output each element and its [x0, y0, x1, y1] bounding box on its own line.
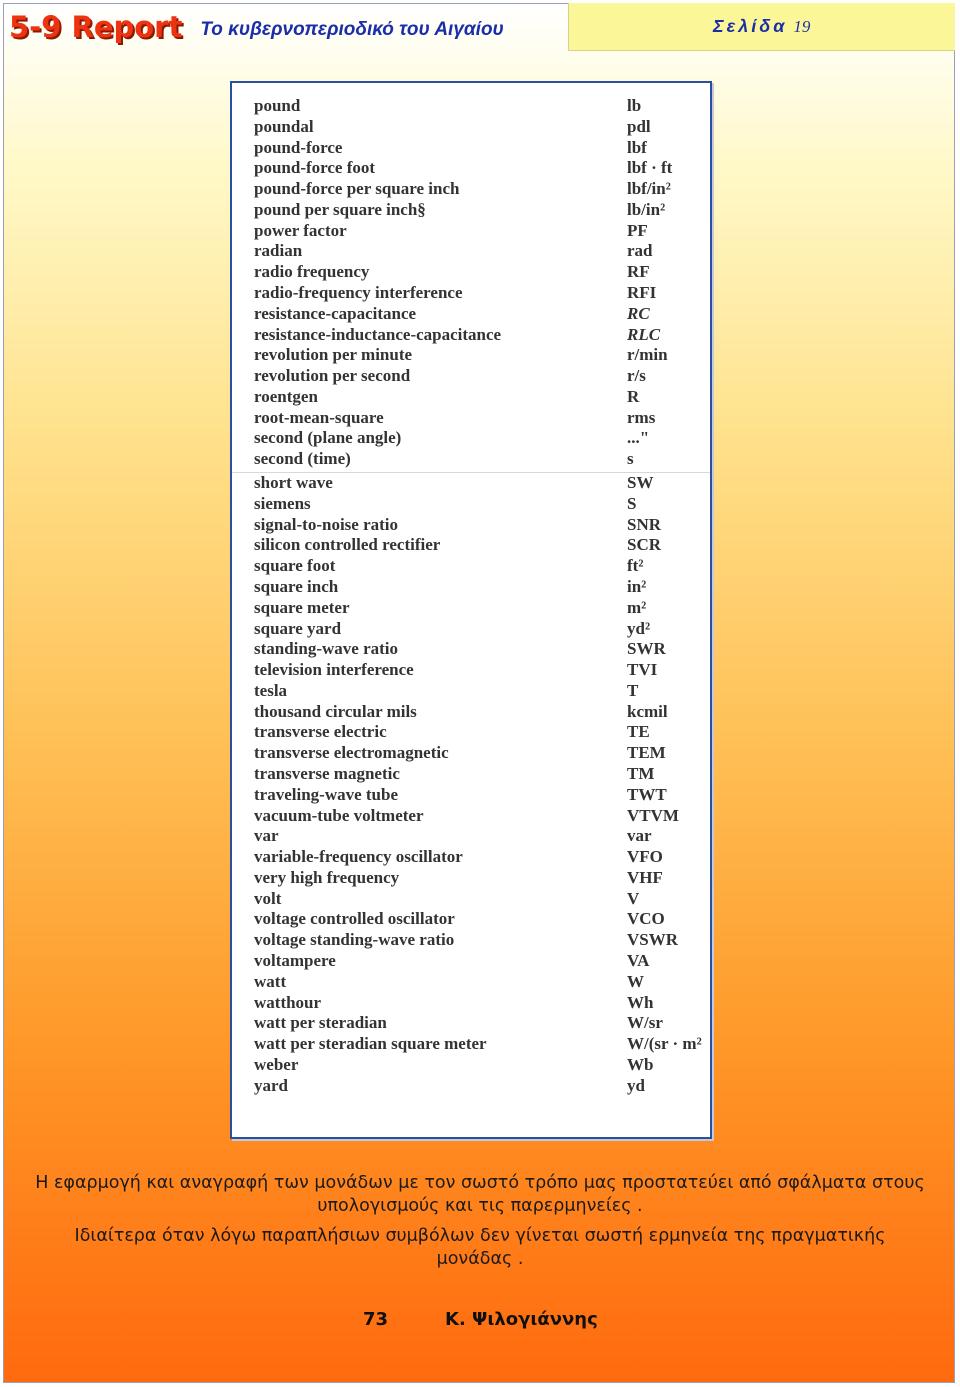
unit-symbol: R — [627, 386, 640, 406]
unit-symbol: V — [627, 888, 640, 908]
unit-row — [232, 137, 710, 158]
unit-term: siemens — [254, 493, 311, 513]
unit-row — [232, 514, 710, 535]
unit-symbol: W/sr — [627, 1013, 663, 1033]
unit-term: voltage standing-wave ratio — [254, 930, 455, 950]
unit-term: resistance-capacitance — [254, 303, 417, 323]
unit-symbol: VTVM — [627, 805, 679, 825]
unit-symbol: PF — [627, 220, 648, 240]
unit-term: signal-to-noise ratio — [254, 514, 399, 534]
unit-row — [232, 427, 710, 448]
unit-symbol: rad — [627, 241, 653, 261]
unit-symbol: ft² — [627, 556, 644, 576]
unit-term: very high frequency — [254, 867, 400, 887]
unit-term: weber — [254, 1054, 299, 1074]
unit-term: pound-force per square inch — [254, 179, 460, 199]
unit-row — [232, 618, 710, 639]
unit-symbol: var — [627, 826, 652, 846]
unit-row — [232, 282, 710, 303]
unit-term: square yard — [254, 618, 342, 638]
unit-row — [232, 992, 710, 1013]
unit-term: transverse magnetic — [254, 763, 400, 783]
unit-row — [232, 407, 710, 428]
unit-symbol: VCO — [627, 909, 665, 929]
unit-row — [232, 365, 710, 386]
unit-term: power factor — [254, 220, 347, 240]
unit-term: radio frequency — [254, 262, 370, 282]
unit-row — [232, 240, 710, 261]
unit-symbol: lbf — [627, 137, 647, 157]
unit-term: square inch — [254, 576, 339, 596]
unit-term: resistance-inductance-capacitance — [254, 324, 502, 344]
unit-row — [232, 825, 710, 846]
unit-symbol: yd — [627, 1075, 645, 1095]
unit-term: transverse electric — [254, 722, 387, 742]
unit-row — [232, 1075, 710, 1096]
unit-row — [232, 534, 710, 555]
unit-term: variable-frequency oscillator — [254, 847, 463, 867]
unit-symbol: lbf · ft — [627, 158, 673, 178]
unit-row — [232, 908, 710, 929]
caption-line-4: μονάδας . — [436, 1249, 524, 1269]
unit-term: voltage controlled oscillator — [254, 909, 455, 929]
unit-row — [232, 303, 710, 324]
unit-symbol: TVI — [627, 660, 658, 680]
unit-symbol: W/(sr · m² — [627, 1034, 702, 1054]
unit-term: watt — [254, 971, 287, 991]
units-table-scan — [230, 81, 712, 1139]
unit-row — [232, 157, 710, 178]
unit-term: pound per square inch§ — [254, 199, 426, 219]
page-label: Σελίδα — [713, 16, 788, 36]
unit-term: pound-force foot — [254, 158, 376, 178]
unit-row — [232, 950, 710, 971]
unit-symbol: SNR — [627, 514, 662, 534]
unit-row — [232, 493, 710, 514]
unit-term: square meter — [254, 597, 350, 617]
unit-term: roentgen — [254, 386, 318, 406]
unit-term: watthour — [254, 992, 322, 1012]
unit-row — [232, 742, 710, 763]
unit-symbol: TE — [627, 722, 650, 742]
page-number: 19 — [793, 16, 811, 36]
unit-symbol: TM — [627, 763, 655, 783]
caption-line-1: Η εφαρμογή και αναγραφή των μονάδων με τον σωστό τρόπο μας προστατεύει από σφάλματα στους — [35, 1173, 925, 1193]
page-indicator — [568, 3, 955, 51]
unit-row — [232, 448, 710, 469]
unit-symbol: SWR — [627, 639, 666, 659]
unit-row — [232, 324, 710, 345]
unit-term: yard — [254, 1075, 288, 1095]
unit-term: transverse electromagnetic — [254, 743, 449, 763]
unit-term: voltampere — [254, 950, 336, 970]
unit-term: pound — [254, 96, 301, 115]
unit-symbol: lbf/in² — [627, 179, 671, 199]
unit-term: tesla — [254, 680, 288, 700]
unit-symbol: TWT — [627, 784, 667, 804]
unit-symbol: RFI — [627, 283, 657, 303]
unit-row — [232, 659, 710, 680]
unit-symbol: ..." — [627, 428, 650, 448]
magazine-subtitle: Το κυβερνοπεριοδικό του Αιγαίου — [200, 19, 504, 40]
unit-row — [232, 846, 710, 867]
unit-row — [232, 199, 710, 220]
unit-row — [232, 929, 710, 950]
footer-author: Κ. Ψιλογιάννης — [445, 1309, 598, 1330]
unit-row — [232, 261, 710, 282]
unit-row — [232, 721, 710, 742]
unit-row — [232, 116, 710, 137]
unit-term: revolution per minute — [254, 345, 413, 365]
unit-row — [232, 701, 710, 722]
unit-term: short wave — [254, 473, 333, 493]
unit-term: radio-frequency interference — [254, 283, 463, 303]
unit-row — [232, 1033, 710, 1054]
unit-symbol: Wh — [627, 992, 654, 1012]
unit-row — [232, 95, 710, 116]
unit-symbol: rms — [627, 407, 656, 427]
unit-row — [232, 178, 710, 199]
unit-term: silicon controlled rectifier — [254, 535, 441, 555]
unit-row — [232, 472, 710, 493]
unit-row — [232, 867, 710, 888]
unit-symbol: kcmil — [627, 701, 668, 721]
unit-symbol: r/min — [627, 345, 668, 365]
unit-symbol: s — [627, 449, 634, 469]
unit-term: volt — [254, 888, 282, 908]
unit-row — [232, 555, 710, 576]
unit-row — [232, 386, 710, 407]
unit-symbol: S — [627, 493, 637, 513]
unit-term: standing-wave ratio — [254, 639, 399, 659]
unit-term: watt per steradian square meter — [254, 1034, 487, 1054]
unit-symbol: pdl — [627, 116, 651, 136]
unit-term: square foot — [254, 556, 336, 576]
unit-symbol: Wb — [627, 1054, 654, 1074]
unit-symbol: lb/in² — [627, 199, 666, 219]
unit-row — [232, 344, 710, 365]
unit-symbol: TEM — [627, 743, 666, 763]
unit-term: revolution per second — [254, 366, 411, 386]
unit-row — [232, 763, 710, 784]
unit-row — [232, 805, 710, 826]
unit-symbol: SCR — [627, 535, 662, 555]
unit-row — [232, 1054, 710, 1075]
unit-symbol: RF — [627, 262, 650, 282]
caption-line-3: Ιδιαίτερα όταν λόγω παραπλήσιων συμβόλων δεν γίνεται σωστή ερμηνεία της πραγματικής — [74, 1226, 886, 1246]
unit-term: poundal — [254, 116, 314, 136]
unit-row — [232, 638, 710, 659]
unit-row — [232, 971, 710, 992]
unit-symbol: T — [627, 680, 639, 700]
unit-row — [232, 784, 710, 805]
unit-term: television interference — [254, 660, 414, 680]
unit-row — [232, 1012, 710, 1033]
unit-symbol: yd² — [627, 618, 651, 638]
unit-symbol: m² — [627, 597, 647, 617]
report-title: 5-9 Report — [9, 10, 183, 44]
unit-term: watt per steradian — [254, 1013, 387, 1033]
unit-term: second (plane angle) — [254, 428, 402, 448]
unit-term: root-mean-square — [254, 407, 384, 427]
caption-line-2: υπολογισμούς και τις παρερμηνείες . — [317, 1196, 643, 1216]
unit-symbol: lb — [627, 96, 642, 115]
unit-symbol: RLC — [627, 324, 661, 344]
unit-symbol: r/s — [627, 366, 646, 386]
unit-symbol: VA — [627, 950, 650, 970]
unit-symbol: RC — [627, 303, 650, 323]
unit-term: traveling-wave tube — [254, 784, 399, 804]
unit-row — [232, 220, 710, 241]
unit-row — [232, 680, 710, 701]
unit-term: var — [254, 826, 279, 846]
unit-symbol: in² — [627, 576, 647, 596]
footer-page-number: 73 — [363, 1309, 389, 1330]
unit-term: thousand circular mils — [254, 701, 417, 721]
unit-symbol: VHF — [627, 867, 663, 887]
unit-row — [232, 597, 710, 618]
unit-term: vacuum-tube voltmeter — [254, 805, 424, 825]
unit-symbol: W — [627, 971, 644, 991]
unit-symbol: VFO — [627, 847, 663, 867]
unit-symbol: VSWR — [627, 930, 679, 950]
unit-row — [232, 576, 710, 597]
unit-symbol: SW — [627, 473, 654, 493]
unit-row — [232, 888, 710, 909]
unit-term: pound-force — [254, 137, 343, 157]
unit-term: second (time) — [254, 449, 351, 469]
unit-term: radian — [254, 241, 303, 261]
